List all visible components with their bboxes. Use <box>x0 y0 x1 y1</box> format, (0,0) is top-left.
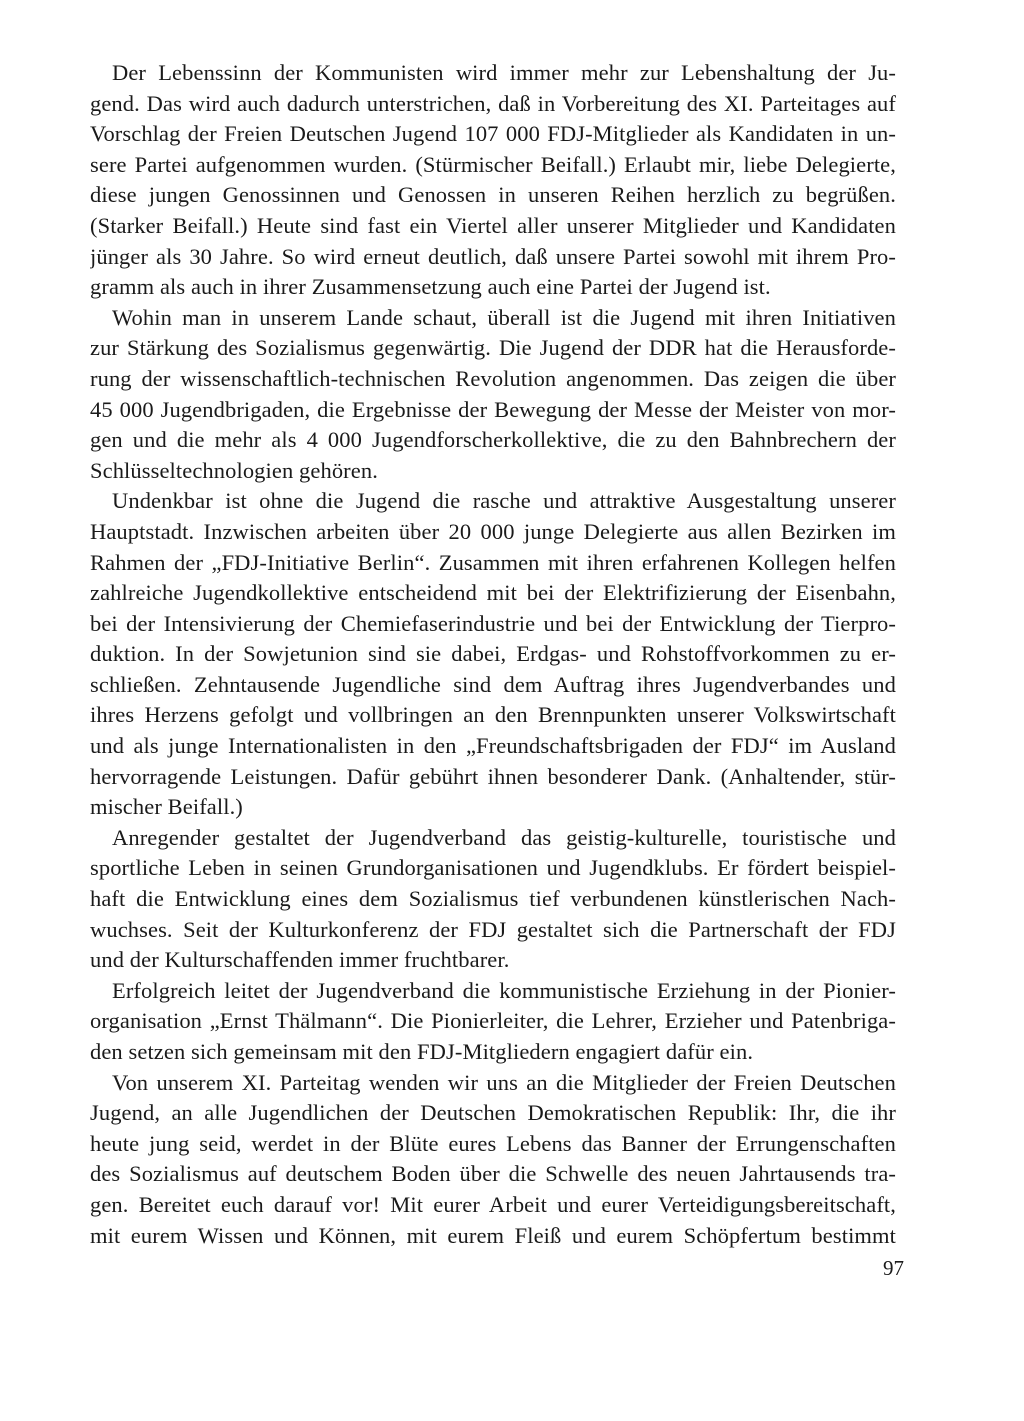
text-line: Wohin man in unserem Lande schaut, überall ist die Jugend mit ihren Initiativen <box>112 304 896 330</box>
text-line: Anregender gestaltet der Jugendverband das geistig-kulturelle, touristische und <box>112 824 896 850</box>
text-line: Undenkbar ist ohne die Jugend die rasche und attraktive Ausgestaltung unserer <box>112 488 896 514</box>
text-line: gen und die mehr als 4 000 Jugendforscherkollektive, die zu den Bahnbrechern der <box>90 427 896 453</box>
text-line: heute jung seid, werdet in der Blüte eures Lebens das Banner der Errungenschaften <box>90 1130 896 1156</box>
text-line: Schlüsseltechnologien gehören. <box>90 457 378 483</box>
text-line: und als junge Internationalisten in den „Freundschaftsbrigaden der FDJ“ im Ausland <box>90 733 896 759</box>
text-line: sportliche Leben in seinen Grundorganisationen und Jugendklubs. Er fördert beispiel- <box>90 855 896 881</box>
text-line: Erfolgreich leitet der Jugendverband die kommunistische Erziehung in der Pionier- <box>112 977 896 1003</box>
text-line: hervorragende Leistungen. Dafür gebührt ihnen besonderer Dank. (Anhaltender, stür- <box>90 763 896 789</box>
body-text <box>90 58 896 1251</box>
text-line: Hauptstadt. Inzwischen arbeiten über 20 000 junge Delegierte aus allen Bezirken im <box>90 518 896 544</box>
text-line: mischer Beifall.) <box>90 794 243 820</box>
text-line: gen. Bereitet euch darauf vor! Mit eurer Arbeit und eurer Verteidigungsbereitschaft, <box>90 1191 896 1217</box>
text-line: schließen. Zehntausende Jugendliche sind dem Auftrag ihres Jugendverbandes und <box>90 671 896 697</box>
text-line: Der Lebenssinn der Kommunisten wird immer mehr zur Lebenshaltung der Ju- <box>112 60 896 85</box>
text-line: 45 000 Jugendbrigaden, die Ergebnisse der Bewegung der Messe der Meister von mor- <box>90 396 896 422</box>
text-line: wuchses. Seit der Kulturkonferenz der FDJ gestaltet sich die Partnerschaft der FDJ <box>90 916 896 942</box>
text-line: bei der Intensivierung der Chemiefaserindustrie und bei der Entwicklung der Tierpro- <box>90 610 896 636</box>
text-line: duktion. In der Sowjetunion sind sie dabei, Erdgas- und Rohstoffvorkommen zu er- <box>90 641 896 667</box>
text-line: und der Kulturschaffenden immer fruchtbarer. <box>90 947 510 973</box>
text-line: Vorschlag der Freien Deutschen Jugend 107 000 FDJ-Mitglieder als Kandidaten in un- <box>90 121 896 147</box>
text-line: Jugend, an alle Jugendlichen der Deutschen Demokratischen Republik: Ihr, die ihr <box>90 1100 896 1126</box>
text-line: zahlreiche Jugendkollektive entscheidend mit bei der Elektrifizierung der Eisenbahn, <box>90 580 896 606</box>
text-line: mit eurem Wissen und Können, mit eurem Fleiß und eurem Schöpfertum bestimmt <box>90 1222 896 1248</box>
text-line: diese jungen Genossinnen und Genossen in unseren Reihen herzlich zu begrüßen. <box>90 182 896 208</box>
text-line: zur Stärkung des Sozialismus gegenwärtig. Die Jugend der DDR hat die Herausforde- <box>90 335 896 361</box>
text-line: (Starker Beifall.) Heute sind fast ein Viertel aller unserer Mitglieder und Kandidaten <box>90 212 896 238</box>
text-line: gramm als auch in ihrer Zusammensetzung auch eine Partei der Jugend ist. <box>90 274 771 300</box>
text-line: rung der wissenschaftlich-technischen Revolution angenommen. Das zeigen die über <box>90 365 896 391</box>
text-line: ihres Herzens gefolgt und vollbringen an den Brennpunkten unserer Volkswirtschaft <box>90 702 896 728</box>
text-line: Von unserem XI. Parteitag wenden wir uns an die Mitglieder der Freien Deutschen <box>112 1069 896 1095</box>
text-line: gend. Das wird auch dadurch unterstrichen, daß in Vorbereitung des XI. Parteitages auf <box>90 90 896 116</box>
text-line: jünger als 30 Jahre. So wird erneut deutlich, daß unsere Partei sowohl mit ihrem Pro- <box>90 243 896 269</box>
text-line: des Sozialismus auf deutschem Boden über die Schwelle des neuen Jahrtausends tra- <box>90 1161 896 1187</box>
text-line: haft die Entwicklung eines dem Sozialismus tief verbundenen künstlerischen Nach- <box>90 886 896 912</box>
text-line: den setzen sich gemeinsam mit den FDJ-Mitgliedern engagiert dafür ein. <box>90 1039 754 1064</box>
text-line: Rahmen der „FDJ-Initiative Berlin“. Zusammen mit ihren erfahrenen Kollegen helfen <box>90 549 896 575</box>
text-line: organisation „Ernst Thälmann“. Die Pionierleiter, die Lehrer, Erzieher und Patenbriga- <box>90 1008 896 1034</box>
text-line: sere Partei aufgenommen wurden. (Stürmischer Beifall.) Erlaubt mir, liebe Delegierte, <box>90 151 896 177</box>
page-number: 97 <box>883 1256 904 1280</box>
